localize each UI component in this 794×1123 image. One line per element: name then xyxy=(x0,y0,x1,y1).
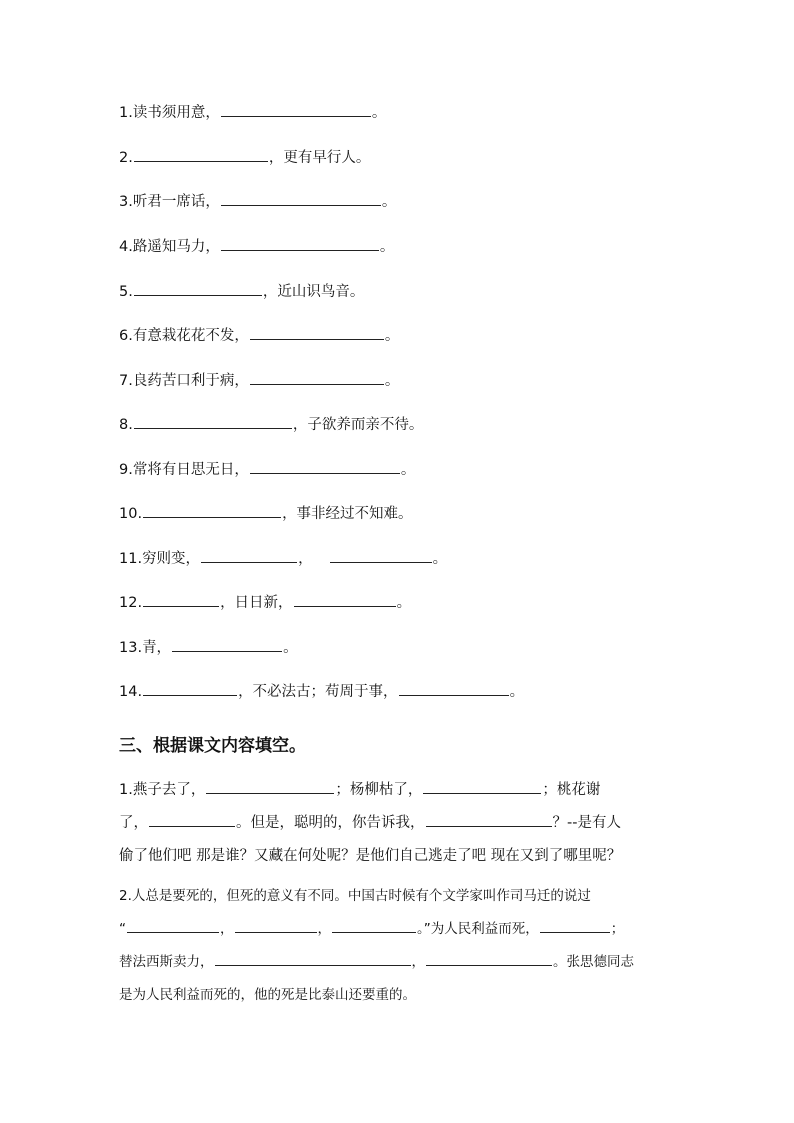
answer-blank[interactable] xyxy=(215,951,411,966)
question-text: 。 xyxy=(283,640,298,656)
question-text: 。 xyxy=(432,551,448,567)
question-14 xyxy=(119,681,524,702)
paragraph-text: 。但是，聪明的，你告诉我， xyxy=(236,815,425,831)
paragraph-text: ；桃花谢 xyxy=(542,782,601,798)
question-text: 。 xyxy=(396,595,412,611)
answer-blank[interactable] xyxy=(134,414,292,429)
paragraph-text: ， xyxy=(220,921,234,937)
answer-blank[interactable] xyxy=(250,459,400,474)
answer-blank[interactable] xyxy=(134,147,268,162)
question-number: 12. xyxy=(119,595,143,611)
paragraph-text: 1.燕子去了， xyxy=(119,782,206,798)
answer-blank[interactable] xyxy=(399,681,509,696)
answer-blank[interactable] xyxy=(134,281,262,296)
answer-blank[interactable] xyxy=(250,325,384,340)
question-number: 9. xyxy=(119,462,133,478)
question-text: 读书须用意， xyxy=(132,105,220,121)
paragraph-text: ？--是有人 xyxy=(552,815,621,831)
answer-blank[interactable] xyxy=(127,918,219,933)
answer-blank[interactable] xyxy=(294,592,396,607)
question-text: ， xyxy=(298,551,313,567)
question-text: 。 xyxy=(400,462,416,478)
fill-paragraph-1 xyxy=(119,774,679,873)
question-number: 6. xyxy=(119,328,133,344)
answer-blank[interactable] xyxy=(332,918,416,933)
answer-blank[interactable] xyxy=(221,102,371,117)
answer-blank[interactable] xyxy=(250,370,384,385)
answer-blank[interactable] xyxy=(426,951,552,966)
question-number: 8. xyxy=(119,417,133,433)
question-text: 青， xyxy=(142,640,172,656)
question-text: ，不必法古；苟周于事， xyxy=(238,684,398,700)
fill-paragraph-2 xyxy=(119,880,679,1012)
question-text: 良药苦口利于病， xyxy=(132,373,249,389)
paragraph-text: ， xyxy=(411,954,425,970)
question-4 xyxy=(119,236,394,257)
question-text: ，日日新， xyxy=(220,595,293,611)
question-number: 7. xyxy=(119,373,133,389)
question-number: 1. xyxy=(119,105,133,121)
question-7 xyxy=(119,370,399,391)
question-10 xyxy=(119,503,413,524)
question-text: 。 xyxy=(379,239,395,255)
paragraph-text: ， xyxy=(317,921,331,937)
question-number: 13. xyxy=(119,640,143,656)
paragraph-text: 是为人民利益而死的，他的死是比泰山还要重的。 xyxy=(119,987,416,1003)
question-9 xyxy=(119,459,415,480)
question-text: ，子欲养而亲不待。 xyxy=(292,417,424,433)
paragraph-text: 偷了他们吧 那是谁？又藏在何处呢？是他们自己逃走了吧 现在又到了哪里呢？ xyxy=(119,848,622,864)
question-number: 4. xyxy=(119,239,133,255)
question-text: 。 xyxy=(371,105,387,121)
paragraph-text: ；杨柳枯了， xyxy=(335,782,423,798)
paragraph-text: 2.人总是要死的，但死的意义有不同。中国古时候有个文学家叫作司马迁的说过 xyxy=(119,888,591,904)
answer-blank[interactable] xyxy=(143,503,281,518)
question-13 xyxy=(119,637,298,658)
answer-blank[interactable] xyxy=(221,191,381,206)
answer-blank[interactable] xyxy=(206,779,334,794)
question-number: 11. xyxy=(119,551,143,567)
paragraph-text: ； xyxy=(610,921,625,937)
paragraph-text: “ xyxy=(119,921,126,937)
question-text: ，近山识鸟音。 xyxy=(262,284,365,300)
question-text: ，事非经过不知难。 xyxy=(282,506,413,522)
question-text: ，更有早行人。 xyxy=(268,150,371,166)
question-1 xyxy=(119,102,386,123)
question-2 xyxy=(119,147,370,168)
answer-blank[interactable] xyxy=(235,918,317,933)
answer-blank[interactable] xyxy=(143,592,219,607)
question-text: 听君一席话， xyxy=(132,194,220,210)
question-12 xyxy=(119,592,411,613)
paragraph-text: 了， xyxy=(119,815,148,831)
question-3 xyxy=(119,191,396,212)
answer-blank[interactable] xyxy=(426,812,552,827)
answer-blank[interactable] xyxy=(423,779,541,794)
question-text: 有意栽花花不发， xyxy=(132,328,249,344)
answer-blank[interactable] xyxy=(149,812,235,827)
answer-blank[interactable] xyxy=(330,548,432,563)
paragraph-text: 。张思德同志 xyxy=(553,954,634,970)
question-5 xyxy=(119,281,364,302)
question-text: 。 xyxy=(381,194,397,210)
question-text: 。 xyxy=(509,684,525,700)
section-heading: 三、根据课文内容填空。 xyxy=(119,736,306,756)
question-number: 2. xyxy=(119,150,133,166)
question-text: 。 xyxy=(384,373,400,389)
question-number: 10. xyxy=(119,506,143,522)
answer-blank[interactable] xyxy=(221,236,379,251)
question-text: 路遥知马力， xyxy=(132,239,220,255)
paragraph-text: 。”为人民利益而死， xyxy=(417,921,539,937)
answer-blank[interactable] xyxy=(540,918,610,933)
question-number: 3. xyxy=(119,194,133,210)
question-6 xyxy=(119,325,399,346)
question-text: 。 xyxy=(384,328,400,344)
question-8 xyxy=(119,414,423,435)
question-text: 穷则变， xyxy=(142,551,201,567)
question-11 xyxy=(119,548,447,569)
answer-blank[interactable] xyxy=(143,681,237,696)
question-number: 14. xyxy=(119,684,143,700)
question-text: 常将有日思无日， xyxy=(132,462,249,478)
question-number: 5. xyxy=(119,284,133,300)
paragraph-text: 替法西斯卖力， xyxy=(119,954,214,970)
answer-blank[interactable] xyxy=(172,637,282,652)
answer-blank[interactable] xyxy=(201,548,297,563)
